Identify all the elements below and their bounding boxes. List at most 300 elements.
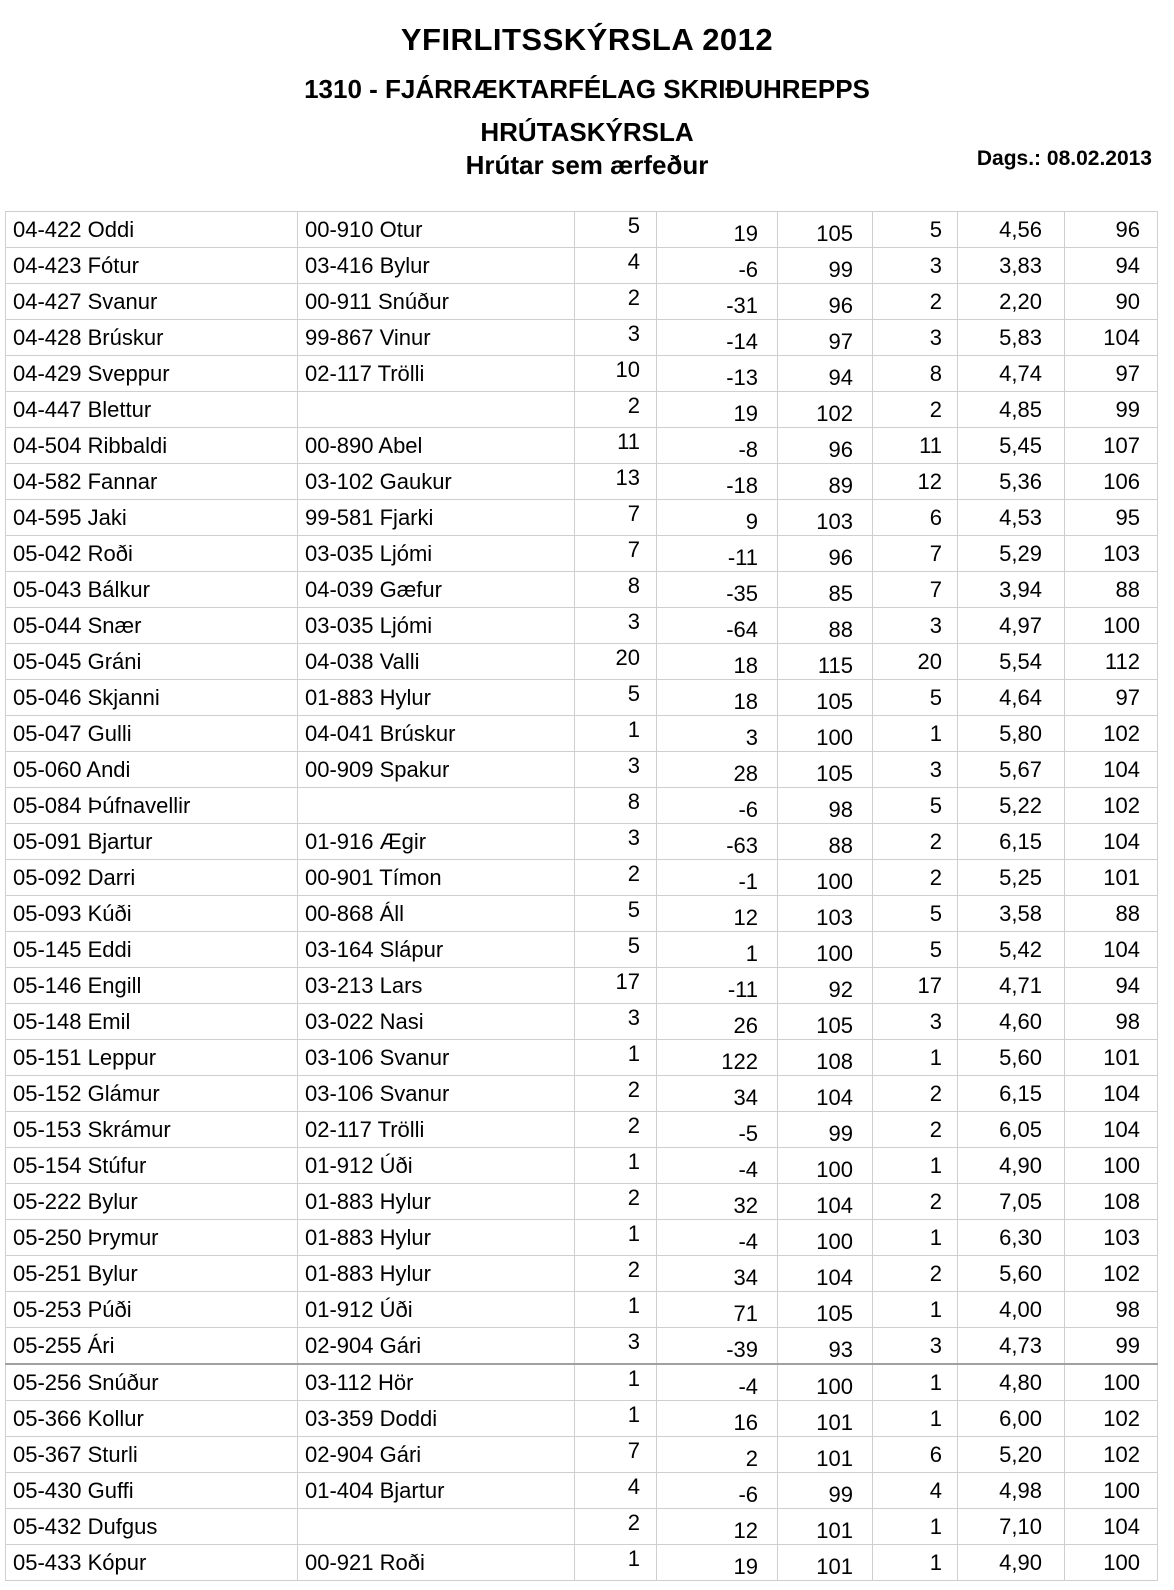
index-cell: 3: [657, 716, 778, 752]
score-cell: 103: [1065, 536, 1158, 572]
count2-cell: 2: [873, 284, 958, 320]
index-cell: -6: [657, 788, 778, 824]
count2-cell: 6: [873, 500, 958, 536]
sire-cell: 03-112 Hör: [298, 1364, 575, 1401]
ram-cell: 05-251 Bylur: [6, 1256, 298, 1292]
count2-cell: 11: [873, 428, 958, 464]
count2-cell: 3: [873, 752, 958, 788]
value-cell: 6,15: [958, 824, 1065, 860]
ram-cell: 05-250 Þrymur: [6, 1220, 298, 1256]
ram-cell: 05-145 Eddi: [6, 932, 298, 968]
count-cell: 5: [575, 932, 657, 968]
index-cell: -6: [657, 1473, 778, 1509]
count-cell: 1: [575, 1148, 657, 1184]
count-cell: 2: [575, 1112, 657, 1148]
value-cell: 5,20: [958, 1437, 1065, 1473]
count2-cell: 6: [873, 1437, 958, 1473]
score-cell: 102: [1065, 788, 1158, 824]
ram-cell: 04-429 Sveppur: [6, 356, 298, 392]
ram-cell: 05-367 Sturli: [6, 1437, 298, 1473]
rating-cell: 105: [778, 1004, 873, 1040]
count2-cell: 8: [873, 356, 958, 392]
ram-cell: 05-152 Glámur: [6, 1076, 298, 1112]
table-row: [6, 1076, 1158, 1112]
ram-cell: 05-255 Ári: [6, 1328, 298, 1365]
rating-cell: 85: [778, 572, 873, 608]
score-cell: 104: [1065, 320, 1158, 356]
ram-cell: 05-432 Dufgus: [6, 1509, 298, 1545]
ram-cell: 05-084 Þúfnavellir: [6, 788, 298, 824]
sire-cell: 03-106 Svanur: [298, 1040, 575, 1076]
value-cell: 4,85: [958, 392, 1065, 428]
count2-cell: 1: [873, 1545, 958, 1581]
score-cell: 112: [1065, 644, 1158, 680]
table-row: [6, 1473, 1158, 1509]
score-cell: 100: [1065, 1473, 1158, 1509]
count2-cell: 2: [873, 1076, 958, 1112]
rating-cell: 99: [778, 248, 873, 284]
count2-cell: 1: [873, 1220, 958, 1256]
value-cell: 4,56: [958, 212, 1065, 248]
value-cell: 4,71: [958, 968, 1065, 1004]
score-cell: 94: [1065, 968, 1158, 1004]
table-row: [6, 644, 1158, 680]
ram-cell: 05-151 Leppur: [6, 1040, 298, 1076]
table-row: [6, 1184, 1158, 1220]
index-cell: 18: [657, 680, 778, 716]
rating-cell: 101: [778, 1437, 873, 1473]
table-row: [6, 464, 1158, 500]
ram-cell: 05-148 Emil: [6, 1004, 298, 1040]
rating-cell: 101: [778, 1545, 873, 1581]
sire-cell: 03-035 Ljómi: [298, 536, 575, 572]
count-cell: 4: [575, 248, 657, 284]
ram-cell: 04-428 Brúskur: [6, 320, 298, 356]
rating-cell: 96: [778, 536, 873, 572]
score-cell: 102: [1065, 1437, 1158, 1473]
value-cell: 7,10: [958, 1509, 1065, 1545]
sire-cell: 00-921 Roði: [298, 1545, 575, 1581]
score-cell: 104: [1065, 1076, 1158, 1112]
index-cell: -63: [657, 824, 778, 860]
value-cell: 4,74: [958, 356, 1065, 392]
count2-cell: 1: [873, 1509, 958, 1545]
count2-cell: 2: [873, 824, 958, 860]
rating-cell: 94: [778, 356, 873, 392]
rating-cell: 103: [778, 896, 873, 932]
ram-cell: 05-253 Púði: [6, 1292, 298, 1328]
count2-cell: 3: [873, 1004, 958, 1040]
index-cell: 28: [657, 752, 778, 788]
score-cell: 100: [1065, 1148, 1158, 1184]
rating-cell: 104: [778, 1256, 873, 1292]
sire-cell: 03-035 Ljómi: [298, 608, 575, 644]
count-cell: 1: [575, 1040, 657, 1076]
table-row: [6, 716, 1158, 752]
table-row: [6, 1509, 1158, 1545]
sire-cell: 01-912 Úði: [298, 1292, 575, 1328]
index-cell: 19: [657, 1545, 778, 1581]
value-cell: 5,60: [958, 1040, 1065, 1076]
index-cell: -11: [657, 536, 778, 572]
ram-cell: 05-045 Gráni: [6, 644, 298, 680]
sire-cell: [298, 1509, 575, 1545]
rams-table: [5, 211, 1158, 1581]
index-cell: 34: [657, 1076, 778, 1112]
count-cell: 1: [575, 716, 657, 752]
score-cell: 97: [1065, 680, 1158, 716]
table-row: [6, 680, 1158, 716]
score-cell: 104: [1065, 752, 1158, 788]
rating-cell: 88: [778, 608, 873, 644]
rating-cell: 99: [778, 1473, 873, 1509]
rating-cell: 105: [778, 212, 873, 248]
sire-cell: 01-404 Bjartur: [298, 1473, 575, 1509]
count-cell: 1: [575, 1220, 657, 1256]
table-body: [6, 212, 1158, 1581]
sire-cell: 99-581 Fjarki: [298, 500, 575, 536]
table-row: [6, 500, 1158, 536]
value-cell: 4,73: [958, 1328, 1065, 1365]
rating-cell: 105: [778, 752, 873, 788]
index-cell: 34: [657, 1256, 778, 1292]
ram-cell: 04-422 Oddi: [6, 212, 298, 248]
index-cell: 12: [657, 1509, 778, 1545]
count-cell: 5: [575, 896, 657, 932]
index-cell: -39: [657, 1328, 778, 1365]
table-row: [6, 1040, 1158, 1076]
table-row: [6, 608, 1158, 644]
sire-cell: 03-416 Bylur: [298, 248, 575, 284]
index-cell: -8: [657, 428, 778, 464]
sire-cell: 03-213 Lars: [298, 968, 575, 1004]
value-cell: 5,42: [958, 932, 1065, 968]
sire-cell: 00-911 Snúður: [298, 284, 575, 320]
score-cell: 90: [1065, 284, 1158, 320]
ram-cell: 05-153 Skrámur: [6, 1112, 298, 1148]
rating-cell: 105: [778, 680, 873, 716]
table-row: [6, 1112, 1158, 1148]
ram-cell: 05-091 Bjartur: [6, 824, 298, 860]
value-cell: 3,94: [958, 572, 1065, 608]
count2-cell: 3: [873, 608, 958, 644]
count-cell: 1: [575, 1401, 657, 1437]
value-cell: 5,83: [958, 320, 1065, 356]
value-cell: 4,80: [958, 1364, 1065, 1401]
sire-cell: 01-883 Hylur: [298, 1184, 575, 1220]
table-row: [6, 356, 1158, 392]
count2-cell: 5: [873, 212, 958, 248]
count-cell: 4: [575, 1473, 657, 1509]
value-cell: 3,83: [958, 248, 1065, 284]
count-cell: 5: [575, 680, 657, 716]
count-cell: 5: [575, 212, 657, 248]
score-cell: 102: [1065, 1256, 1158, 1292]
count-cell: 8: [575, 788, 657, 824]
rating-cell: 88: [778, 824, 873, 860]
count2-cell: 1: [873, 716, 958, 752]
ram-cell: 04-447 Blettur: [6, 392, 298, 428]
index-cell: 9: [657, 500, 778, 536]
count-cell: 3: [575, 1328, 657, 1365]
index-cell: -11: [657, 968, 778, 1004]
value-cell: 7,05: [958, 1184, 1065, 1220]
index-cell: -1: [657, 860, 778, 896]
sire-cell: 01-883 Hylur: [298, 680, 575, 716]
ram-cell: 05-256 Snúður: [6, 1364, 298, 1401]
value-cell: 4,98: [958, 1473, 1065, 1509]
score-cell: 103: [1065, 1220, 1158, 1256]
count2-cell: 1: [873, 1401, 958, 1437]
ram-cell: 05-047 Gulli: [6, 716, 298, 752]
sire-cell: 03-022 Nasi: [298, 1004, 575, 1040]
count-cell: 3: [575, 752, 657, 788]
value-cell: 4,90: [958, 1148, 1065, 1184]
count2-cell: 3: [873, 1328, 958, 1365]
value-cell: 2,20: [958, 284, 1065, 320]
score-cell: 104: [1065, 932, 1158, 968]
ram-cell: 05-222 Bylur: [6, 1184, 298, 1220]
value-cell: 5,80: [958, 716, 1065, 752]
score-cell: 95: [1065, 500, 1158, 536]
rating-cell: 100: [778, 1148, 873, 1184]
count2-cell: 12: [873, 464, 958, 500]
index-cell: -18: [657, 464, 778, 500]
sire-cell: 01-916 Ægir: [298, 824, 575, 860]
value-cell: 6,00: [958, 1401, 1065, 1437]
score-cell: 108: [1065, 1184, 1158, 1220]
count2-cell: 2: [873, 1112, 958, 1148]
ram-cell: 05-044 Snær: [6, 608, 298, 644]
table-row: [6, 428, 1158, 464]
ram-cell: 05-093 Kúði: [6, 896, 298, 932]
count-cell: 2: [575, 1256, 657, 1292]
score-cell: 96: [1065, 212, 1158, 248]
table-row: [6, 284, 1158, 320]
ram-cell: 05-433 Kópur: [6, 1545, 298, 1581]
ram-cell: 05-060 Andi: [6, 752, 298, 788]
sire-cell: 03-102 Gaukur: [298, 464, 575, 500]
count2-cell: 1: [873, 1292, 958, 1328]
table-row: [6, 320, 1158, 356]
count2-cell: 1: [873, 1040, 958, 1076]
count-cell: 7: [575, 500, 657, 536]
sire-cell: 02-904 Gári: [298, 1328, 575, 1365]
value-cell: 5,54: [958, 644, 1065, 680]
index-cell: 26: [657, 1004, 778, 1040]
index-cell: 18: [657, 644, 778, 680]
ram-cell: 05-046 Skjanni: [6, 680, 298, 716]
index-cell: 122: [657, 1040, 778, 1076]
score-cell: 98: [1065, 1004, 1158, 1040]
sire-cell: 01-883 Hylur: [298, 1256, 575, 1292]
rating-cell: 89: [778, 464, 873, 500]
sire-cell: 01-912 Úði: [298, 1148, 575, 1184]
index-cell: -13: [657, 356, 778, 392]
sire-cell: 02-904 Gári: [298, 1437, 575, 1473]
rating-cell: 99: [778, 1112, 873, 1148]
index-cell: -5: [657, 1112, 778, 1148]
count-cell: 3: [575, 1004, 657, 1040]
ram-cell: 05-154 Stúfur: [6, 1148, 298, 1184]
table-row: [6, 1401, 1158, 1437]
count2-cell: 1: [873, 1364, 958, 1401]
report-title: YFIRLITSSKÝRSLA 2012: [400, 22, 774, 57]
sire-cell: 00-890 Abel: [298, 428, 575, 464]
index-cell: 1: [657, 932, 778, 968]
score-cell: 102: [1065, 716, 1158, 752]
score-cell: 107: [1065, 428, 1158, 464]
index-cell: 71: [657, 1292, 778, 1328]
count-cell: 13: [575, 464, 657, 500]
value-cell: 5,60: [958, 1256, 1065, 1292]
ram-cell: 05-043 Bálkur: [6, 572, 298, 608]
score-cell: 99: [1065, 1328, 1158, 1365]
sire-cell: 03-106 Svanur: [298, 1076, 575, 1112]
sire-cell: 00-910 Otur: [298, 212, 575, 248]
value-cell: 4,64: [958, 680, 1065, 716]
score-cell: 94: [1065, 248, 1158, 284]
table-row: [6, 1437, 1158, 1473]
sire-cell: 02-117 Trölli: [298, 1112, 575, 1148]
sire-cell: 00-909 Spakur: [298, 752, 575, 788]
table-row: [6, 1292, 1158, 1328]
score-cell: 100: [1065, 608, 1158, 644]
count-cell: 3: [575, 320, 657, 356]
rating-cell: 93: [778, 1328, 873, 1365]
ram-cell: 04-504 Ribbaldi: [6, 428, 298, 464]
rating-cell: 115: [778, 644, 873, 680]
count2-cell: 7: [873, 536, 958, 572]
table-row: [6, 1256, 1158, 1292]
value-cell: 3,58: [958, 896, 1065, 932]
index-cell: -64: [657, 608, 778, 644]
count2-cell: 2: [873, 1256, 958, 1292]
count-cell: 1: [575, 1545, 657, 1581]
index-cell: -4: [657, 1364, 778, 1401]
value-cell: 6,15: [958, 1076, 1065, 1112]
sire-cell: 03-164 Slápur: [298, 932, 575, 968]
table-row: [6, 1545, 1158, 1581]
table-row: [6, 932, 1158, 968]
count-cell: 2: [575, 1184, 657, 1220]
rating-cell: 96: [778, 428, 873, 464]
score-cell: 101: [1065, 860, 1158, 896]
ram-cell: 04-595 Jaki: [6, 500, 298, 536]
ram-cell: 05-092 Darri: [6, 860, 298, 896]
count2-cell: 5: [873, 896, 958, 932]
count-cell: 3: [575, 608, 657, 644]
score-cell: 101: [1065, 1040, 1158, 1076]
count2-cell: 3: [873, 320, 958, 356]
report-date: Dags.: 08.02.2013: [976, 147, 1152, 170]
rating-cell: 101: [778, 1401, 873, 1437]
sire-cell: 99-867 Vinur: [298, 320, 575, 356]
value-cell: 5,29: [958, 536, 1065, 572]
count-cell: 20: [575, 644, 657, 680]
rating-cell: 100: [778, 716, 873, 752]
count-cell: 8: [575, 572, 657, 608]
index-cell: -4: [657, 1220, 778, 1256]
value-cell: 4,97: [958, 608, 1065, 644]
report-name: HRÚTASKÝRSLA: [480, 117, 694, 147]
score-cell: 104: [1065, 824, 1158, 860]
rating-cell: 100: [778, 860, 873, 896]
index-cell: 2: [657, 1437, 778, 1473]
count-cell: 7: [575, 1437, 657, 1473]
count2-cell: 5: [873, 680, 958, 716]
sire-cell: 03-359 Doddi: [298, 1401, 575, 1437]
table-row: [6, 824, 1158, 860]
sire-cell: 01-883 Hylur: [298, 1220, 575, 1256]
score-cell: 98: [1065, 1292, 1158, 1328]
table-row: [6, 1364, 1158, 1401]
index-cell: 32: [657, 1184, 778, 1220]
table-row: [6, 968, 1158, 1004]
rating-cell: 96: [778, 284, 873, 320]
table-row: [6, 536, 1158, 572]
rating-cell: 101: [778, 1509, 873, 1545]
rating-cell: 92: [778, 968, 873, 1004]
score-cell: 102: [1065, 1401, 1158, 1437]
index-cell: 16: [657, 1401, 778, 1437]
rating-cell: 104: [778, 1076, 873, 1112]
rating-cell: 100: [778, 1220, 873, 1256]
rating-cell: 100: [778, 1364, 873, 1401]
ram-cell: 05-146 Engill: [6, 968, 298, 1004]
count2-cell: 20: [873, 644, 958, 680]
ram-cell: 05-366 Kollur: [6, 1401, 298, 1437]
index-cell: -4: [657, 1148, 778, 1184]
sire-cell: 04-038 Valli: [298, 644, 575, 680]
ram-cell: 04-423 Fótur: [6, 248, 298, 284]
value-cell: 4,90: [958, 1545, 1065, 1581]
count2-cell: 5: [873, 788, 958, 824]
sire-cell: 02-117 Trölli: [298, 356, 575, 392]
score-cell: 106: [1065, 464, 1158, 500]
count2-cell: 7: [873, 572, 958, 608]
table-row: [6, 860, 1158, 896]
score-cell: 104: [1065, 1112, 1158, 1148]
table-row: [6, 1328, 1158, 1365]
ram-cell: 05-042 Roði: [6, 536, 298, 572]
value-cell: 6,05: [958, 1112, 1065, 1148]
rating-cell: 97: [778, 320, 873, 356]
value-cell: 4,60: [958, 1004, 1065, 1040]
sire-cell: 04-041 Brúskur: [298, 716, 575, 752]
rating-cell: 108: [778, 1040, 873, 1076]
count-cell: 2: [575, 284, 657, 320]
table-row: [6, 1148, 1158, 1184]
table-row: [6, 572, 1158, 608]
count2-cell: 1: [873, 1148, 958, 1184]
count-cell: 7: [575, 536, 657, 572]
count-cell: 2: [575, 1509, 657, 1545]
score-cell: 104: [1065, 1509, 1158, 1545]
value-cell: 5,45: [958, 428, 1065, 464]
rating-cell: 103: [778, 500, 873, 536]
rating-cell: 98: [778, 788, 873, 824]
table-row: [6, 248, 1158, 284]
count-cell: 3: [575, 824, 657, 860]
rating-cell: 100: [778, 932, 873, 968]
value-cell: 5,22: [958, 788, 1065, 824]
rating-cell: 105: [778, 1292, 873, 1328]
table-row: [6, 392, 1158, 428]
count2-cell: 2: [873, 860, 958, 896]
score-cell: 88: [1065, 896, 1158, 932]
table-row: [6, 896, 1158, 932]
